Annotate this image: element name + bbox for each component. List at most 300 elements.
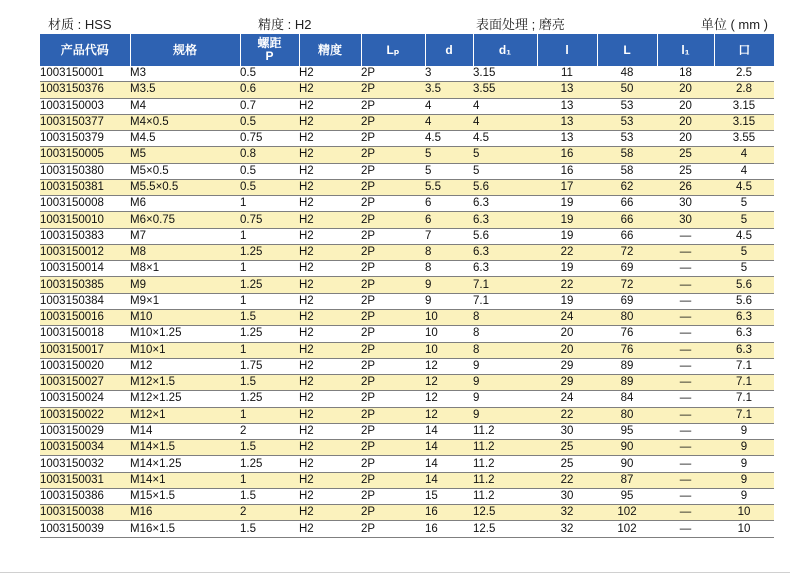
- cell-pitch: 1.5: [240, 309, 299, 325]
- header-product-code: 产品代码: [40, 34, 130, 66]
- cell-l1: —: [657, 277, 714, 293]
- cell-precision: H2: [299, 521, 361, 537]
- table-row: [40, 179, 774, 195]
- table-row: [40, 456, 774, 472]
- cell-d: 3.5: [425, 82, 473, 98]
- cell-product-code: 1003150003: [40, 98, 130, 114]
- cell-product-code: 1003150010: [40, 212, 130, 228]
- cell-lp: 2P: [361, 505, 425, 521]
- cell-L: 48: [597, 66, 657, 82]
- cell-L: 102: [597, 521, 657, 537]
- cell-square: 4.5: [714, 179, 774, 195]
- cell-lp: 2P: [361, 147, 425, 163]
- cell-product-code: 1003150012: [40, 244, 130, 260]
- cell-l1: —: [657, 456, 714, 472]
- cell-precision: H2: [299, 407, 361, 423]
- cell-d: 12: [425, 375, 473, 391]
- cell-L: 90: [597, 456, 657, 472]
- cell-l: 24: [537, 391, 597, 407]
- table-row: [40, 228, 774, 244]
- cell-pitch: 0.7: [240, 98, 299, 114]
- cell-lp: 2P: [361, 163, 425, 179]
- cell-d: 10: [425, 309, 473, 325]
- cell-L: 53: [597, 114, 657, 130]
- cell-square: 3.55: [714, 131, 774, 147]
- cell-d1: 5.6: [473, 228, 537, 244]
- cell-L: 72: [597, 277, 657, 293]
- cell-product-code: 1003150038: [40, 505, 130, 521]
- cell-pitch: 1.25: [240, 244, 299, 260]
- table-row: [40, 358, 774, 374]
- header-L: L: [597, 34, 657, 66]
- cell-size: M10×1.25: [130, 326, 240, 342]
- cell-l1: —: [657, 488, 714, 504]
- cell-precision: H2: [299, 293, 361, 309]
- cell-d: 4: [425, 98, 473, 114]
- cell-l: 11: [537, 66, 597, 82]
- cell-pitch: 1: [240, 261, 299, 277]
- cell-precision: H2: [299, 326, 361, 342]
- cell-lp: 2P: [361, 131, 425, 147]
- table-body: [40, 66, 774, 537]
- cell-L: 62: [597, 179, 657, 195]
- table-row: [40, 521, 774, 537]
- header-l: l: [537, 34, 597, 66]
- cell-square: 5.6: [714, 277, 774, 293]
- table-row: [40, 196, 774, 212]
- cell-l1: —: [657, 407, 714, 423]
- table-row: [40, 391, 774, 407]
- cell-pitch: 1.5: [240, 521, 299, 537]
- cell-precision: H2: [299, 244, 361, 260]
- cell-L: 66: [597, 212, 657, 228]
- cell-pitch: 1: [240, 293, 299, 309]
- cell-d: 4: [425, 114, 473, 130]
- cell-lp: 2P: [361, 440, 425, 456]
- cell-product-code: 1003150377: [40, 114, 130, 130]
- cell-product-code: 1003150384: [40, 293, 130, 309]
- cell-d1: 6.3: [473, 212, 537, 228]
- cell-l: 16: [537, 163, 597, 179]
- cell-lp: 2P: [361, 261, 425, 277]
- cell-d1: 6.3: [473, 244, 537, 260]
- surface-treatment-label: 表面处理 ; 磨亮: [476, 17, 565, 32]
- cell-l1: —: [657, 342, 714, 358]
- cell-size: M5: [130, 147, 240, 163]
- cell-square: 5.6: [714, 293, 774, 309]
- cell-size: M16: [130, 505, 240, 521]
- cell-d: 14: [425, 456, 473, 472]
- cell-d: 5.5: [425, 179, 473, 195]
- cell-size: M14×1.25: [130, 456, 240, 472]
- cell-size: M4.5: [130, 131, 240, 147]
- header-pitch-top: 螺距: [257, 36, 282, 51]
- cell-L: 50: [597, 82, 657, 98]
- cell-square: 6.3: [714, 326, 774, 342]
- cell-lp: 2P: [361, 196, 425, 212]
- cell-d: 15: [425, 488, 473, 504]
- cell-precision: H2: [299, 472, 361, 488]
- cell-lp: 2P: [361, 391, 425, 407]
- header-size: 规格: [130, 34, 240, 66]
- cell-square: 7.1: [714, 358, 774, 374]
- cell-square: 10: [714, 521, 774, 537]
- cell-d1: 11.2: [473, 423, 537, 439]
- table-row: [40, 293, 774, 309]
- table-row: [40, 147, 774, 163]
- cell-d: 10: [425, 342, 473, 358]
- cell-l: 25: [537, 440, 597, 456]
- cell-product-code: 1003150383: [40, 228, 130, 244]
- cell-L: 69: [597, 293, 657, 309]
- cell-product-code: 1003150027: [40, 375, 130, 391]
- cell-square: 7.1: [714, 407, 774, 423]
- precision-label: 精度 : H2: [258, 17, 312, 32]
- cell-product-code: 1003150381: [40, 179, 130, 195]
- cell-d: 12: [425, 391, 473, 407]
- cell-lp: 2P: [361, 82, 425, 98]
- cell-lp: 2P: [361, 228, 425, 244]
- cell-d: 8: [425, 244, 473, 260]
- cell-size: M5×0.5: [130, 163, 240, 179]
- cell-d1: 6.3: [473, 196, 537, 212]
- cell-precision: H2: [299, 82, 361, 98]
- cell-product-code: 1003150016: [40, 309, 130, 325]
- cell-l1: —: [657, 358, 714, 374]
- cell-d1: 8: [473, 326, 537, 342]
- cell-square: 3.15: [714, 114, 774, 130]
- cell-l: 19: [537, 261, 597, 277]
- cell-d1: 6.3: [473, 261, 537, 277]
- cell-d: 14: [425, 423, 473, 439]
- cell-d1: 3.15: [473, 66, 537, 82]
- cell-l1: 20: [657, 131, 714, 147]
- cell-d1: 11.2: [473, 472, 537, 488]
- cell-pitch: 0.8: [240, 147, 299, 163]
- cell-L: 102: [597, 505, 657, 521]
- cell-L: 90: [597, 440, 657, 456]
- cell-l: 13: [537, 98, 597, 114]
- cell-lp: 2P: [361, 407, 425, 423]
- cell-l: 13: [537, 82, 597, 98]
- cell-precision: H2: [299, 423, 361, 439]
- cell-l1: 25: [657, 163, 714, 179]
- cell-d1: 5: [473, 147, 537, 163]
- cell-lp: 2P: [361, 179, 425, 195]
- cell-d1: 11.2: [473, 488, 537, 504]
- cell-pitch: 1: [240, 407, 299, 423]
- table-row: [40, 423, 774, 439]
- cell-pitch: 0.5: [240, 163, 299, 179]
- cell-pitch: 1.5: [240, 440, 299, 456]
- cell-precision: H2: [299, 212, 361, 228]
- table-row: [40, 82, 774, 98]
- cell-lp: 2P: [361, 375, 425, 391]
- cell-lp: 2P: [361, 212, 425, 228]
- cell-size: M8: [130, 244, 240, 260]
- cell-size: M12×1.25: [130, 391, 240, 407]
- cell-pitch: 1.5: [240, 375, 299, 391]
- cell-product-code: 1003150020: [40, 358, 130, 374]
- table-row: [40, 326, 774, 342]
- header-precision: 精度: [299, 34, 361, 66]
- cell-product-code: 1003150031: [40, 472, 130, 488]
- cell-L: 76: [597, 326, 657, 342]
- table-row: [40, 505, 774, 521]
- cell-square: 6.3: [714, 342, 774, 358]
- cell-pitch: 1: [240, 342, 299, 358]
- cell-product-code: 1003150376: [40, 82, 130, 98]
- cell-l1: —: [657, 326, 714, 342]
- cell-product-code: 1003150008: [40, 196, 130, 212]
- cell-L: 53: [597, 98, 657, 114]
- header-lp: Lₚ: [361, 34, 425, 66]
- header-d1: d₁: [473, 34, 537, 66]
- cell-size: M15×1.5: [130, 488, 240, 504]
- cell-l1: 25: [657, 147, 714, 163]
- cell-L: 58: [597, 163, 657, 179]
- cell-lp: 2P: [361, 98, 425, 114]
- cell-lp: 2P: [361, 423, 425, 439]
- cell-precision: H2: [299, 277, 361, 293]
- table-row: [40, 163, 774, 179]
- cell-size: M7: [130, 228, 240, 244]
- cell-l: 32: [537, 505, 597, 521]
- cell-size: M9: [130, 277, 240, 293]
- cell-size: M3: [130, 66, 240, 82]
- cell-d1: 5.6: [473, 179, 537, 195]
- cell-l: 13: [537, 131, 597, 147]
- cell-pitch: 2: [240, 505, 299, 521]
- cell-product-code: 1003150386: [40, 488, 130, 504]
- cell-product-code: 1003150018: [40, 326, 130, 342]
- cell-precision: H2: [299, 98, 361, 114]
- cell-d: 5: [425, 163, 473, 179]
- table-row: [40, 342, 774, 358]
- cell-size: M14×1.5: [130, 440, 240, 456]
- cell-pitch: 1: [240, 472, 299, 488]
- cell-lp: 2P: [361, 456, 425, 472]
- cell-l1: 26: [657, 179, 714, 195]
- cell-l1: —: [657, 391, 714, 407]
- cell-product-code: 1003150024: [40, 391, 130, 407]
- cell-precision: H2: [299, 488, 361, 504]
- cell-pitch: 1.25: [240, 456, 299, 472]
- table-row: [40, 407, 774, 423]
- table-row: [40, 114, 774, 130]
- cell-L: 95: [597, 423, 657, 439]
- cell-l1: —: [657, 261, 714, 277]
- cell-l1: —: [657, 423, 714, 439]
- cell-lp: 2P: [361, 521, 425, 537]
- cell-precision: H2: [299, 391, 361, 407]
- cell-l: 22: [537, 407, 597, 423]
- cell-precision: H2: [299, 261, 361, 277]
- cell-pitch: 0.5: [240, 66, 299, 82]
- cell-l1: —: [657, 244, 714, 260]
- cell-square: 9: [714, 488, 774, 504]
- header-l1: l₁: [657, 34, 714, 66]
- cell-precision: H2: [299, 505, 361, 521]
- cell-size: M4: [130, 98, 240, 114]
- cell-l1: —: [657, 472, 714, 488]
- cell-lp: 2P: [361, 326, 425, 342]
- cell-L: 69: [597, 261, 657, 277]
- cell-d1: 4.5: [473, 131, 537, 147]
- cell-lp: 2P: [361, 472, 425, 488]
- cell-d: 16: [425, 521, 473, 537]
- cell-precision: H2: [299, 131, 361, 147]
- cell-l1: 18: [657, 66, 714, 82]
- cell-d1: 12.5: [473, 521, 537, 537]
- cell-l: 16: [537, 147, 597, 163]
- cell-L: 84: [597, 391, 657, 407]
- table-row: [40, 66, 774, 82]
- cell-product-code: 1003150005: [40, 147, 130, 163]
- cell-precision: H2: [299, 456, 361, 472]
- cell-l1: —: [657, 440, 714, 456]
- cell-l: 22: [537, 277, 597, 293]
- table-row: [40, 309, 774, 325]
- cell-precision: H2: [299, 66, 361, 82]
- cell-size: M4×0.5: [130, 114, 240, 130]
- cell-l1: —: [657, 309, 714, 325]
- cell-size: M12×1: [130, 407, 240, 423]
- cell-d: 12: [425, 358, 473, 374]
- cell-size: M6: [130, 196, 240, 212]
- table-row: [40, 212, 774, 228]
- cell-square: 5: [714, 244, 774, 260]
- cell-L: 72: [597, 244, 657, 260]
- cell-l: 24: [537, 309, 597, 325]
- cell-precision: H2: [299, 179, 361, 195]
- cell-d: 6: [425, 196, 473, 212]
- cell-product-code: 1003150022: [40, 407, 130, 423]
- cell-d1: 8: [473, 342, 537, 358]
- cell-square: 5: [714, 196, 774, 212]
- table-row: [40, 472, 774, 488]
- table-row: [40, 488, 774, 504]
- table-row: [40, 277, 774, 293]
- cell-lp: 2P: [361, 488, 425, 504]
- cell-d1: 8: [473, 309, 537, 325]
- cell-L: 87: [597, 472, 657, 488]
- cell-d1: 7.1: [473, 293, 537, 309]
- header-square: 口: [714, 34, 774, 66]
- cell-L: 66: [597, 196, 657, 212]
- cell-size: M9×1: [130, 293, 240, 309]
- cell-d: 6: [425, 212, 473, 228]
- cell-lp: 2P: [361, 358, 425, 374]
- cell-d1: 11.2: [473, 456, 537, 472]
- cell-l1: —: [657, 293, 714, 309]
- cell-pitch: 1: [240, 228, 299, 244]
- cell-square: 9: [714, 423, 774, 439]
- table-row: [40, 261, 774, 277]
- table-row: [40, 440, 774, 456]
- cell-size: M16×1.5: [130, 521, 240, 537]
- cell-l: 30: [537, 423, 597, 439]
- cell-square: 5: [714, 261, 774, 277]
- cell-square: 7.1: [714, 391, 774, 407]
- cell-l: 20: [537, 342, 597, 358]
- cell-lp: 2P: [361, 114, 425, 130]
- cell-l1: —: [657, 505, 714, 521]
- cell-precision: H2: [299, 358, 361, 374]
- cell-product-code: 1003150017: [40, 342, 130, 358]
- cell-d: 9: [425, 277, 473, 293]
- cell-size: M14: [130, 423, 240, 439]
- cell-pitch: 0.75: [240, 212, 299, 228]
- cell-square: 9: [714, 456, 774, 472]
- cell-product-code: 1003150014: [40, 261, 130, 277]
- cell-lp: 2P: [361, 244, 425, 260]
- cell-square: 4.5: [714, 228, 774, 244]
- cell-pitch: 0.5: [240, 114, 299, 130]
- cell-l: 19: [537, 293, 597, 309]
- cell-square: 2.8: [714, 82, 774, 98]
- cell-d: 5: [425, 147, 473, 163]
- cell-size: M3.5: [130, 82, 240, 98]
- cell-d: 14: [425, 440, 473, 456]
- cell-lp: 2P: [361, 309, 425, 325]
- cell-l: 29: [537, 375, 597, 391]
- cell-d1: 12.5: [473, 505, 537, 521]
- cell-d: 9: [425, 293, 473, 309]
- header-d: d: [425, 34, 473, 66]
- cell-pitch: 0.75: [240, 131, 299, 147]
- cell-square: 4: [714, 163, 774, 179]
- cell-l1: 20: [657, 82, 714, 98]
- unit-label: 单位 ( mm ): [700, 17, 768, 32]
- cell-product-code: 1003150379: [40, 131, 130, 147]
- cell-size: M5.5×0.5: [130, 179, 240, 195]
- cell-square: 9: [714, 472, 774, 488]
- cell-l1: —: [657, 375, 714, 391]
- cell-lp: 2P: [361, 66, 425, 82]
- cell-product-code: 1003150385: [40, 277, 130, 293]
- cell-square: 10: [714, 505, 774, 521]
- cell-L: 66: [597, 228, 657, 244]
- cell-pitch: 1.25: [240, 326, 299, 342]
- cell-L: 76: [597, 342, 657, 358]
- cell-precision: H2: [299, 440, 361, 456]
- cell-size: M12: [130, 358, 240, 374]
- cell-l1: 20: [657, 98, 714, 114]
- cell-L: 80: [597, 407, 657, 423]
- header-pitch: [240, 34, 299, 66]
- cell-d1: 9: [473, 407, 537, 423]
- cell-d: 12: [425, 407, 473, 423]
- cell-square: 3.15: [714, 98, 774, 114]
- cell-d1: 5: [473, 163, 537, 179]
- cell-l: 19: [537, 228, 597, 244]
- table-row: [40, 244, 774, 260]
- cell-l: 32: [537, 521, 597, 537]
- cell-l: 19: [537, 212, 597, 228]
- table-row: [40, 375, 774, 391]
- cell-product-code: 1003150001: [40, 66, 130, 82]
- cell-precision: H2: [299, 147, 361, 163]
- cell-square: 2.5: [714, 66, 774, 82]
- cell-size: M14×1: [130, 472, 240, 488]
- cell-l: 29: [537, 358, 597, 374]
- cell-L: 89: [597, 375, 657, 391]
- cell-l1: —: [657, 228, 714, 244]
- cell-precision: H2: [299, 228, 361, 244]
- cell-d: 7: [425, 228, 473, 244]
- cell-square: 4: [714, 147, 774, 163]
